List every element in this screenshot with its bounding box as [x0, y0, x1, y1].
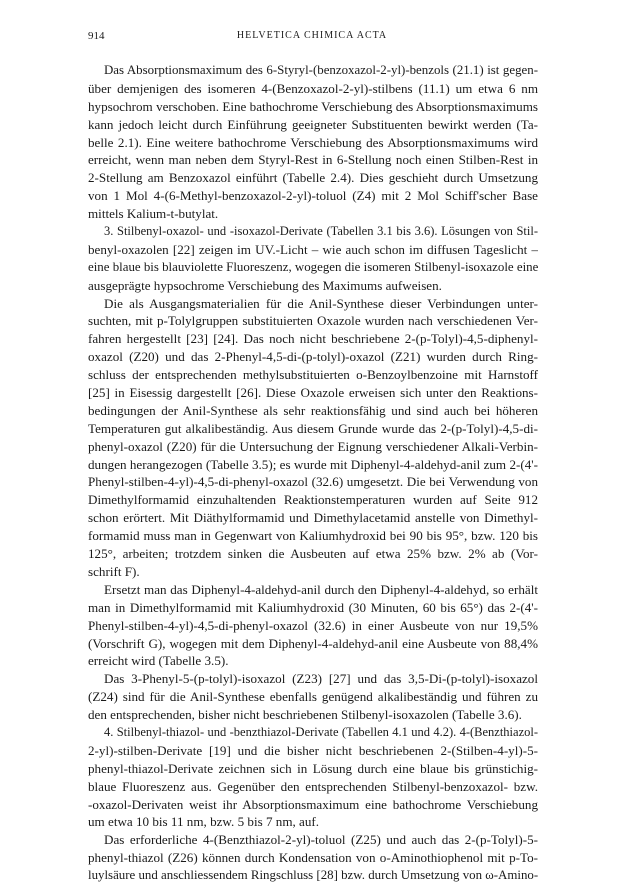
text-line: hypsochrom verschoben. Eine bathochrome Verschiebung des Absorptionsmaximums	[88, 98, 538, 114]
text-line: ausgeprägte hypsochrome Verschiebung des Maximums aufweisen.	[88, 277, 442, 293]
text-line: 2-Stellung am Benzoxazol einführt (Tabelle 2.4). Dies geschieht durch Umsetzung	[88, 170, 538, 186]
text-line: bedingungen der Anil-Synthese als sehr reaktionsfähig und sind auch bei höheren	[88, 402, 538, 418]
body-text	[88, 62, 538, 885]
text-line: formamid muss man in Gegenwart von Kaliumhydroxid bei 90 bis 95°, bzw. 120 bis	[88, 528, 538, 544]
text-line: phenyl-oxazol (Z20) für die Untersuchung der Eignung verschiedener Alkali-Verbin-	[88, 438, 538, 454]
text-line: (Vorschrift G), wogegen mit dem Diphenyl-4-aldehyd-anil eine Ausbeute von 88,4%	[88, 635, 538, 651]
text-line: man in Dimethylformamid mit Kaliumhydroxid (30 Minuten, 60 bis 65°) das 2-(4'-	[88, 599, 538, 615]
journal-title: HELVETICA CHIMICA ACTA	[236, 30, 388, 41]
text-line: über demjenigen des isomeren 4-(Benzoxazol-2-yl)-stilbens (11.1) um etwa 6 nm	[88, 80, 538, 96]
text-line: oxazol (Z20) und das 2-Phenyl-4,5-di-(p-tolyl)-oxazol (Z21) wurden durch Ring-	[88, 349, 538, 365]
text-line: phenyl-thiazol-Derivate zeichnen sich in Lösung durch eine blaue bis grünstichig-	[88, 760, 538, 776]
text-line: schluss der entsprechenden methylsubstituierten o-Benzoylbenzoine mit Harnstoff	[88, 367, 538, 383]
text-line: Das erforderliche 4-(Benzthiazol-2-yl)-toluol (Z25) und auch das 2-(p-Tolyl)-5-	[104, 832, 538, 848]
text-line: [25] in Eisessig dargestellt [26]. Diese Oxazole erweisen sich unter den Reaktions-	[88, 385, 538, 401]
text-line: Die als Ausgangsmaterialien für die Anil-Synthese dieser Verbindungen unter-	[104, 295, 538, 311]
text-line: eine blaue bis blauviolette Fluoreszenz, wogegen die isomeren Stilbenyl-isoxazole eine	[88, 259, 538, 274]
text-line: 2-yl)-stilben-Derivate [19] und die bisher nicht beschriebenen 2-(Stilben-4-yl)-5-	[88, 742, 538, 758]
text-line: Dimethylformamid einzuhaltenden Reaktionstemperaturen wurden auf Seite 912	[88, 492, 538, 508]
page-number: 914	[88, 30, 105, 42]
text-line: dungen herangezogen (Tabelle 3.5); es wurde mit Diphenyl-4-aldehyd-anil zum 2-(4'-	[88, 456, 538, 472]
text-line: erreicht, wenn man neben dem Styryl-Rest in 6-Stellung noch einen Stilben-Rest in	[88, 152, 538, 168]
text-line: Temperaturen gut alkalibeständig. Aus diesem Grunde wurde das 2-(p-Tolyl)-4,5-di-	[88, 420, 538, 436]
text-line: mittels Kalium-t-butylat.	[88, 206, 219, 222]
text-line: benyl-oxazolen [22] zeigen im UV.-Licht – wie auch schon im diffusen Tageslicht –	[88, 241, 538, 257]
text-line: Ersetzt man das Diphenyl-4-aldehyd-anil durch den Diphenyl-4-aldehyd, so erhält	[104, 581, 538, 597]
text-line: Das 3-Phenyl-5-(p-tolyl)-isoxazol (Z23) [27] und das 3,5-Di-(p-tolyl)-isoxazol	[104, 671, 538, 687]
text-line: erreicht wird (Tabelle 3.5).	[88, 653, 229, 669]
text-line: fahren hergestellt [23] [24]. Das noch nicht beschriebene 2-(p-Tolyl)-4,5-diphenyl-	[88, 331, 538, 347]
text-line: Phenyl-stilben-4-yl)-4,5-di-phenyl-oxazol (32.6) in einer Ausbeute von nur 19,5%	[88, 617, 538, 633]
text-line: Phenyl-stilben-4-yl)-4,5-di-phenyl-oxazol (32.6) umgesetzt. Die bei Verwendung von	[88, 474, 538, 490]
text-line: den entsprechenden, bisher nicht beschriebenen Stilbenyl-isoxazolen (Tabelle 3.6).	[88, 707, 522, 723]
text-line: belle 2.1). Eine weitere bathochrome Verschiebung des Absorptionsmaximums wird	[88, 134, 538, 150]
page-header	[88, 30, 536, 46]
text-line: 4. Stilbenyl-thiazol- und -benzthiazol-Derivate (Tabellen 4.1 und 4.2). 4-(Benzthiazol-	[104, 724, 538, 739]
text-line: um etwa 10 bis 11 nm, bzw. 5 bis 7 nm, auf.	[88, 814, 320, 830]
text-line: phenyl-thiazol (Z26) können durch Kondensation von o-Aminothiophenol mit p-To-	[88, 850, 538, 866]
text-line: schrift F).	[88, 563, 140, 579]
text-line: -oxazol-Derivaten weist ihr Absorptionsmaximum eine bathochrome Verschiebung	[88, 796, 538, 812]
text-line: (Z24) sind für die Anil-Synthese ebenfalls genügend alkalibeständig und führen zu	[88, 689, 538, 705]
text-line: schon erörtert. Mit Diäthylformamid und Dimethylacetamid anstelle von Dimethyl-	[88, 510, 538, 526]
text-line: 125°, arbeiten; trotzdem sinken die Ausbeuten auf etwa 25% bzw. 2% ab (Vor-	[88, 546, 538, 562]
text-line: von 1 Mol 4-(6-Methyl-benzoxazol-2-yl)-toluol (Z4) mit 2 Mol Schiff'scher Base	[88, 188, 538, 204]
text-line: blaue Fluoreszenz aus. Gegenüber den entsprechenden Stilbenyl-benzoxazol- bzw.	[88, 778, 538, 794]
text-line: Das Absorptionsmaximum des 6-Styryl-(benzoxazol-2-yl)-benzols (21.1) ist gegen-	[104, 63, 538, 77]
text-line: luylsäure und anschliessendem Ringschluss [28] bzw. durch Umsetzung von ω-Amino-	[88, 868, 538, 883]
text-line: suchten, mit p-Tolylgruppen substituierten Oxazole wurden nach verschiedenen Ver-	[88, 313, 538, 329]
text-line: 3. Stilbenyl-oxazol- und -isoxazol-Derivate (Tabellen 3.1 bis 3.6). Lösungen von Stil-	[104, 224, 538, 239]
text-line: kann jedoch leicht durch Einführung geeigneter Substituenten bewirkt werden (Ta-	[88, 116, 538, 132]
